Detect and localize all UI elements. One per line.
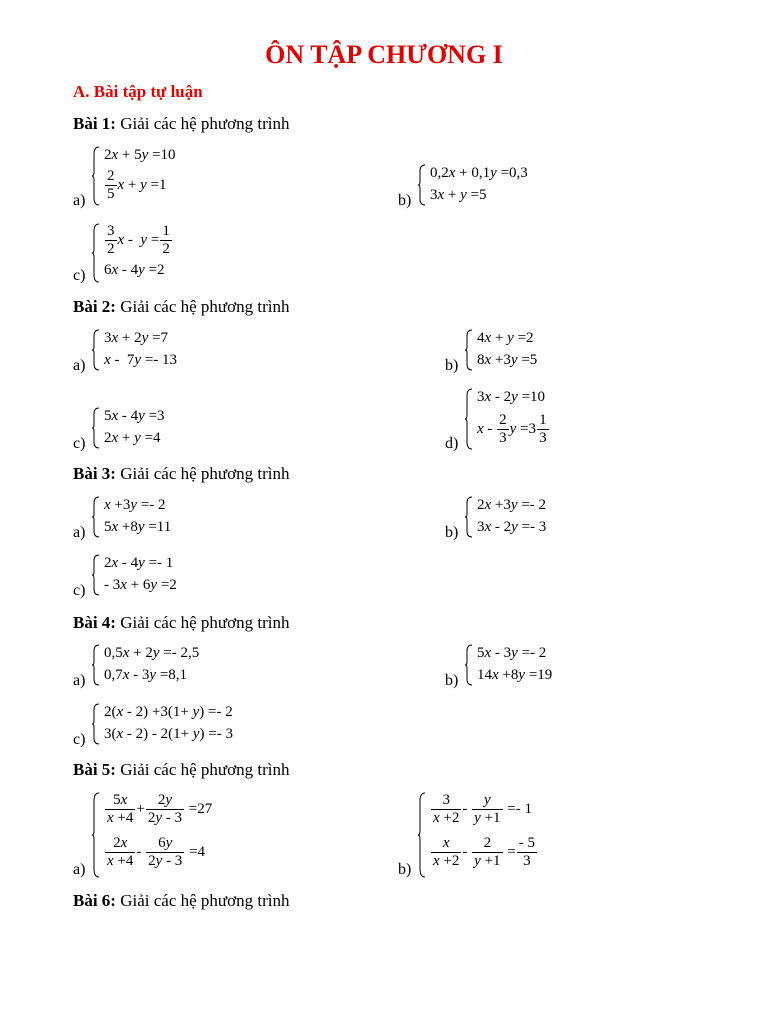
system-1c (92, 223, 292, 283)
label-b: b) (398, 861, 412, 878)
equation: x +3y =- 2 (104, 497, 166, 513)
equation: 8x +3y =5 (477, 352, 538, 368)
equation: - 3x + 6y =2 (104, 577, 177, 593)
brace-icon (92, 223, 100, 283)
equation: 2x + y =4 (104, 430, 161, 446)
system-2a (92, 329, 292, 371)
equation: $\frac{3}{x +2}$ - $\frac{y}{y +1}$ =- 1 (433, 792, 532, 826)
system-1b (418, 164, 618, 206)
equation: $\frac{5x}{x +4}$ + $\frac{2y}{2y - 3}$ =27 (107, 792, 213, 826)
label-d: d) (445, 435, 459, 452)
brace-icon (92, 644, 100, 686)
system-4c (92, 703, 332, 745)
label-b: b) (445, 672, 459, 689)
equation: $\frac{2}{5}$ x + y =1 (107, 168, 167, 202)
page-title: ÔN TẬP CHƯƠNG I (265, 40, 503, 69)
system-2d (465, 388, 665, 450)
label-a: a) (73, 192, 86, 209)
system-2c (92, 407, 292, 449)
equation: 2x - 4y =- 1 (104, 555, 174, 571)
equation: 2x +3y =- 2 (477, 497, 547, 513)
brace-icon (418, 164, 426, 206)
system-1a (92, 146, 292, 206)
label-a: a) (73, 524, 86, 541)
equation: $\frac{3}{2}$ x - y = $\frac{1}{2}$ (107, 223, 170, 257)
equation: 0,2x + 0,1y =0,3 (430, 165, 528, 181)
system-3a (92, 496, 292, 538)
equation: 3x + y =5 (430, 187, 487, 203)
brace-icon (465, 496, 473, 538)
exercise-2-heading: Bài 2: Giải các hệ phương trình (73, 297, 290, 316)
label-b: b) (445, 524, 459, 541)
system-5b (418, 792, 618, 878)
section-heading: A. Bài tập tự luận (73, 82, 203, 101)
brace-icon (92, 554, 100, 596)
brace-icon (465, 388, 473, 450)
system-4a (92, 644, 292, 686)
equation: 5x - 4y =3 (104, 408, 165, 424)
brace-icon (418, 792, 426, 878)
exercise-1-heading: Bài 1: Giải các hệ phương trình (73, 114, 290, 133)
brace-icon (465, 644, 473, 686)
equation: 2(x - 2) +3(1+ y) =- 2 (104, 704, 233, 720)
equation: 3(x - 2) - 2(1+ y) =- 3 (104, 726, 233, 742)
equation: $\frac{2x}{x +4}$ - $\frac{6y}{2y - 3}$ =4 (107, 835, 206, 869)
equation: 6x - 4y =2 (104, 262, 165, 278)
equation: $\frac{x}{x +2}$ - $\frac{2}{y +1}$ = $\frac{- 5}{3}$ (433, 835, 535, 869)
system-5a (92, 792, 292, 878)
label-c: c) (73, 435, 86, 452)
equation: 5x - 3y =- 2 (477, 645, 547, 661)
equation: 14x +8y =19 (477, 667, 553, 683)
brace-icon (92, 496, 100, 538)
equation: x - 7y =- 13 (104, 352, 178, 368)
equation: 3x - 2y =10 (477, 389, 546, 405)
label-a: a) (73, 861, 86, 878)
brace-icon (92, 407, 100, 449)
system-4b (465, 644, 665, 686)
brace-icon (465, 329, 473, 371)
equation: 0,5x + 2y =- 2,5 (104, 645, 200, 661)
equation: 5x +8y =11 (104, 519, 172, 535)
label-c: c) (73, 267, 86, 284)
equation: x - $\frac{2}{3}$ y =3 $\frac{1}{3}$ (477, 412, 547, 446)
label-b: b) (398, 192, 412, 209)
system-3b (465, 496, 665, 538)
exercise-4-heading: Bài 4: Giải các hệ phương trình (73, 613, 290, 632)
brace-icon (92, 792, 100, 878)
equation: 3x + 2y =7 (104, 330, 169, 346)
equation: 2x + 5y =10 (104, 147, 176, 163)
system-2b (465, 329, 665, 371)
system-3c (92, 554, 292, 596)
label-b: b) (445, 357, 459, 374)
label-c: c) (73, 582, 86, 599)
label-a: a) (73, 672, 86, 689)
equation: 3x - 2y =- 3 (477, 519, 547, 535)
exercise-6-heading: Bài 6: Giải các hệ phương trình (73, 891, 290, 910)
brace-icon (92, 146, 100, 206)
exercise-5-heading: Bài 5: Giải các hệ phương trình (73, 760, 290, 779)
brace-icon (92, 329, 100, 371)
brace-icon (92, 703, 100, 745)
exercise-3-heading: Bài 3: Giải các hệ phương trình (73, 464, 290, 483)
label-a: a) (73, 357, 86, 374)
label-c: c) (73, 731, 86, 748)
equation: 0,7x - 3y =8,1 (104, 667, 188, 683)
equation: 4x + y =2 (477, 330, 534, 346)
